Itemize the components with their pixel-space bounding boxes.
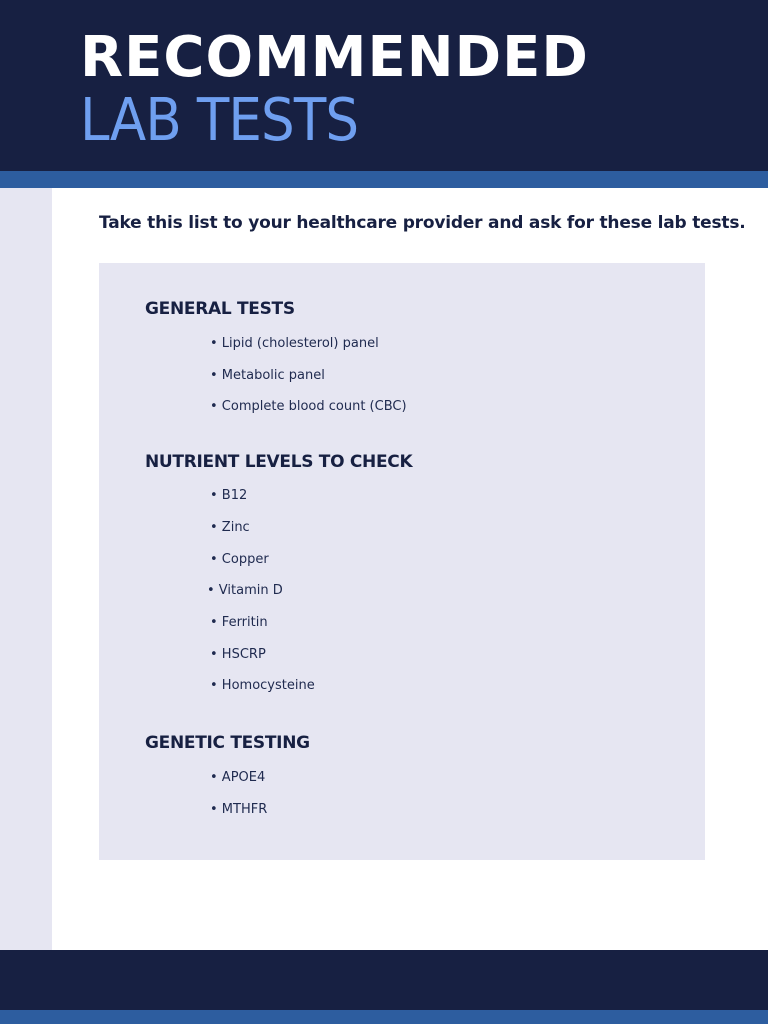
intro-text: Take this list to your healthcare provider and ask for these lab tests. [99,213,746,233]
list-item: • Copper [210,552,269,567]
section-heading-genetic-testing: GENETIC TESTING [145,733,310,753]
lab-tests-panel [99,263,705,860]
list-item: • Lipid (cholesterol) panel [210,336,379,351]
list-item: • Ferritin [210,615,268,630]
list-item: • HSCRP [210,647,266,662]
list-item: • Metabolic panel [210,368,325,383]
list-item: • MTHFR [210,802,268,817]
list-item: • B12 [210,488,248,503]
list-item: • Homocysteine [210,678,315,693]
list-item: • Vitamin D [207,583,283,598]
footer-stripe [0,1010,768,1024]
page-title-secondary: LAB TESTS [80,85,359,154]
list-item: • APOE4 [210,770,266,785]
list-item: • Zinc [210,520,250,535]
section-heading-general-tests: GENERAL TESTS [145,299,295,319]
header-stripe [0,171,768,188]
page-title-primary: RECOMMENDED [80,25,589,90]
footer-banner [0,950,768,1010]
list-item: • Complete blood count (CBC) [210,399,407,414]
section-heading-nutrient-levels: NUTRIENT LEVELS TO CHECK [145,452,413,472]
left-decorative-band [0,188,52,950]
